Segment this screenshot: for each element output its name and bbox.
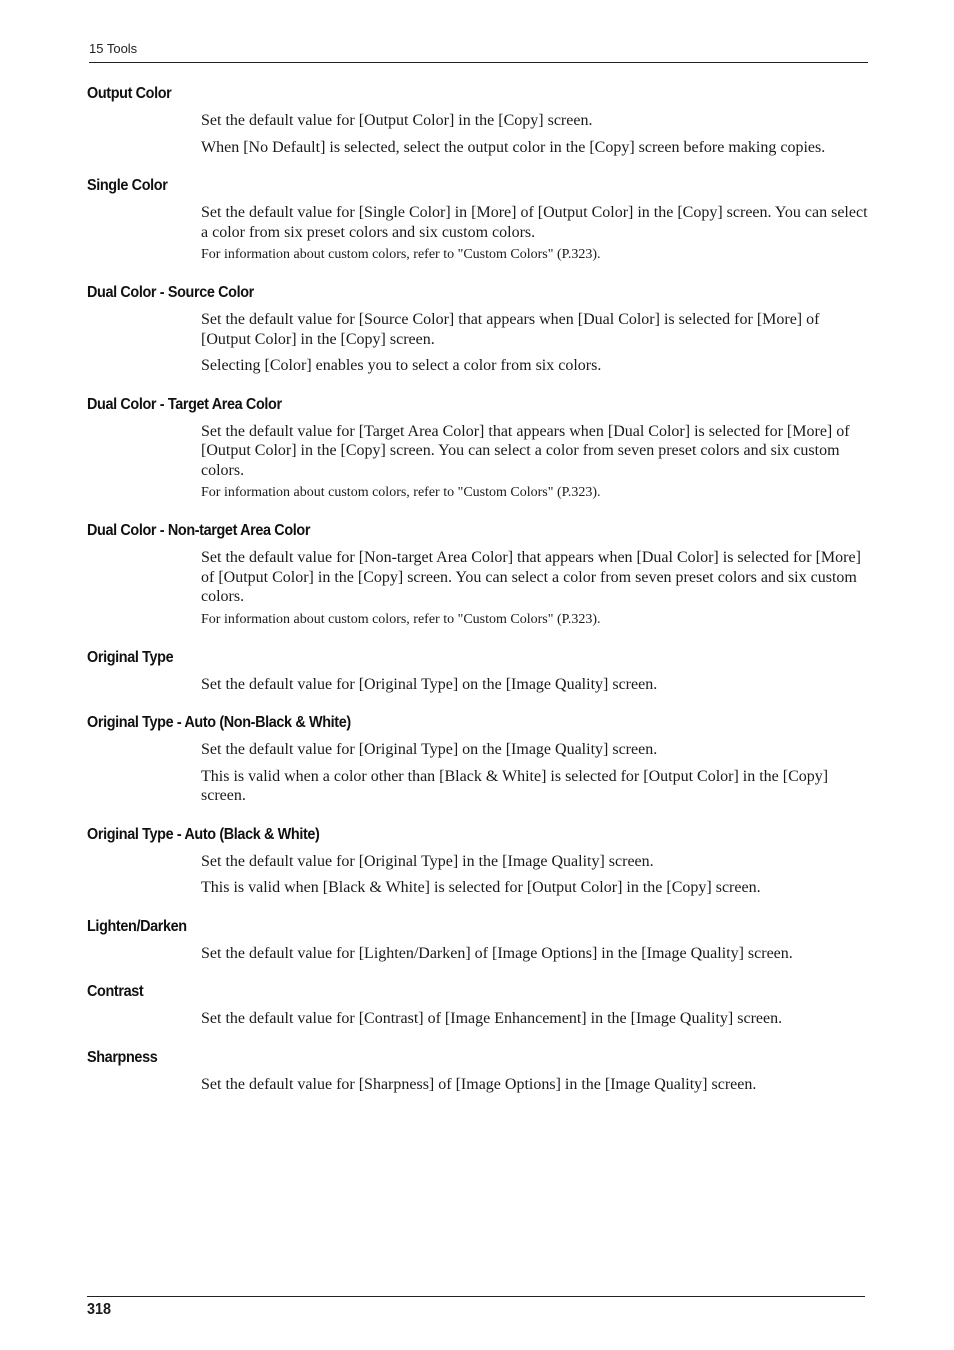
paragraph: When [No Default] is selected, select the output color in the [Copy] screen before making copies.	[201, 138, 826, 156]
section-body	[201, 203, 868, 283]
paragraph: Set the default value for [Sharpness] of [Image Options] in the [Image Quality] screen.	[201, 1075, 757, 1093]
section-heading: Sharpness	[87, 1048, 158, 1066]
paragraph: Set the default value for [Target Area Color] that appears when [Dual Color] is selected for [More] of [Output Color] in the [Copy] screen. You can select a color from seven preset colors and six custom colors.	[201, 422, 850, 479]
section-sharpness	[87, 1048, 868, 1114]
paragraph: This is valid when [Black & White] is selected for [Output Color] in the [Copy] screen.	[201, 879, 761, 896]
section-heading: Dual Color - Target Area Color	[87, 395, 282, 413]
section-heading: Original Type - Auto (Non-Black & White)	[87, 714, 351, 731]
paragraph: Set the default value for [Original Type] on the [Image Quality] screen.	[201, 675, 658, 693]
section-heading: Output Color	[87, 85, 172, 102]
section-heading: Original Type - Auto (Black & White)	[87, 825, 320, 843]
section-original-type-auto-bw	[87, 825, 868, 917]
section-lighten-darken	[87, 917, 868, 983]
section-body	[201, 852, 868, 917]
section-heading: Original Type	[87, 648, 174, 666]
section-body	[201, 740, 868, 825]
paragraph: Set the default value for [Original Type] in the [Image Quality] screen.	[201, 852, 654, 870]
paragraph: This is valid when a color other than [Black & White] is selected for [Output Color] in the [Copy] screen.	[201, 767, 829, 804]
paragraph: Set the default value for [Original Type] on the [Image Quality] screen.	[201, 741, 658, 758]
paragraph: Selecting [Color] enables you to select a color from six colors.	[201, 357, 602, 374]
section-body	[201, 111, 868, 176]
section-heading: Dual Color - Non-target Area Color	[87, 522, 311, 539]
paragraph: Set the default value for [Non-target Area Color] that appears when [Dual Color] is selected for [More] of [Output Color] in the [Copy] screen. You can select a color from seven preset colors and six custom colors.	[201, 549, 861, 605]
section-heading: Dual Color - Source Color	[87, 284, 254, 301]
section-contrast	[87, 982, 868, 1048]
section-original-type	[87, 648, 868, 714]
section-body	[201, 1009, 868, 1048]
section-body	[201, 422, 868, 522]
section-body	[201, 675, 868, 714]
section-heading: Contrast	[87, 983, 144, 1000]
section-heading: Single Color	[87, 177, 168, 194]
paragraph: Set the default value for [Output Color] in the [Copy] screen.	[201, 112, 593, 129]
section-body	[201, 944, 868, 983]
section-dual-color-target	[87, 395, 868, 522]
reference-note: For information about custom colors, refer to "Custom Colors" (P.323).	[201, 247, 601, 262]
running-header	[89, 40, 868, 63]
page-number: 318	[87, 1301, 112, 1318]
section-body	[201, 1075, 868, 1114]
section-heading: Lighten/Darken	[87, 917, 187, 935]
paragraph: Set the default value for [Contrast] of [Image Enhancement] in the [Image Quality] screen.	[201, 1010, 783, 1027]
section-body	[201, 548, 868, 648]
document-body	[87, 84, 868, 1113]
page-footer	[87, 1296, 865, 1321]
reference-note: For information about custom colors, refer to "Custom Colors" (P.323).	[201, 611, 601, 627]
section-dual-color-non-target	[87, 521, 868, 648]
paragraph: Set the default value for [Lighten/Darken] of [Image Options] in the [Image Quality] screen.	[201, 944, 793, 962]
chapter-label: 15 Tools	[89, 41, 138, 56]
reference-note: For information about custom colors, refer to "Custom Colors" (P.323).	[201, 485, 601, 500]
paragraph: Set the default value for [Source Color] that appears when [Dual Color] is selected for [More] of [Output Color] in the [Copy] screen.	[201, 311, 820, 348]
section-output-color	[87, 84, 868, 176]
paragraph: Set the default value for [Single Color] in [More] of [Output Color] in the [Copy] screen. You can select a color from six preset colors and six custom colors.	[201, 204, 868, 241]
section-body	[201, 310, 868, 395]
section-single-color	[87, 176, 868, 283]
section-dual-color-source	[87, 283, 868, 395]
section-original-type-auto-color	[87, 713, 868, 825]
